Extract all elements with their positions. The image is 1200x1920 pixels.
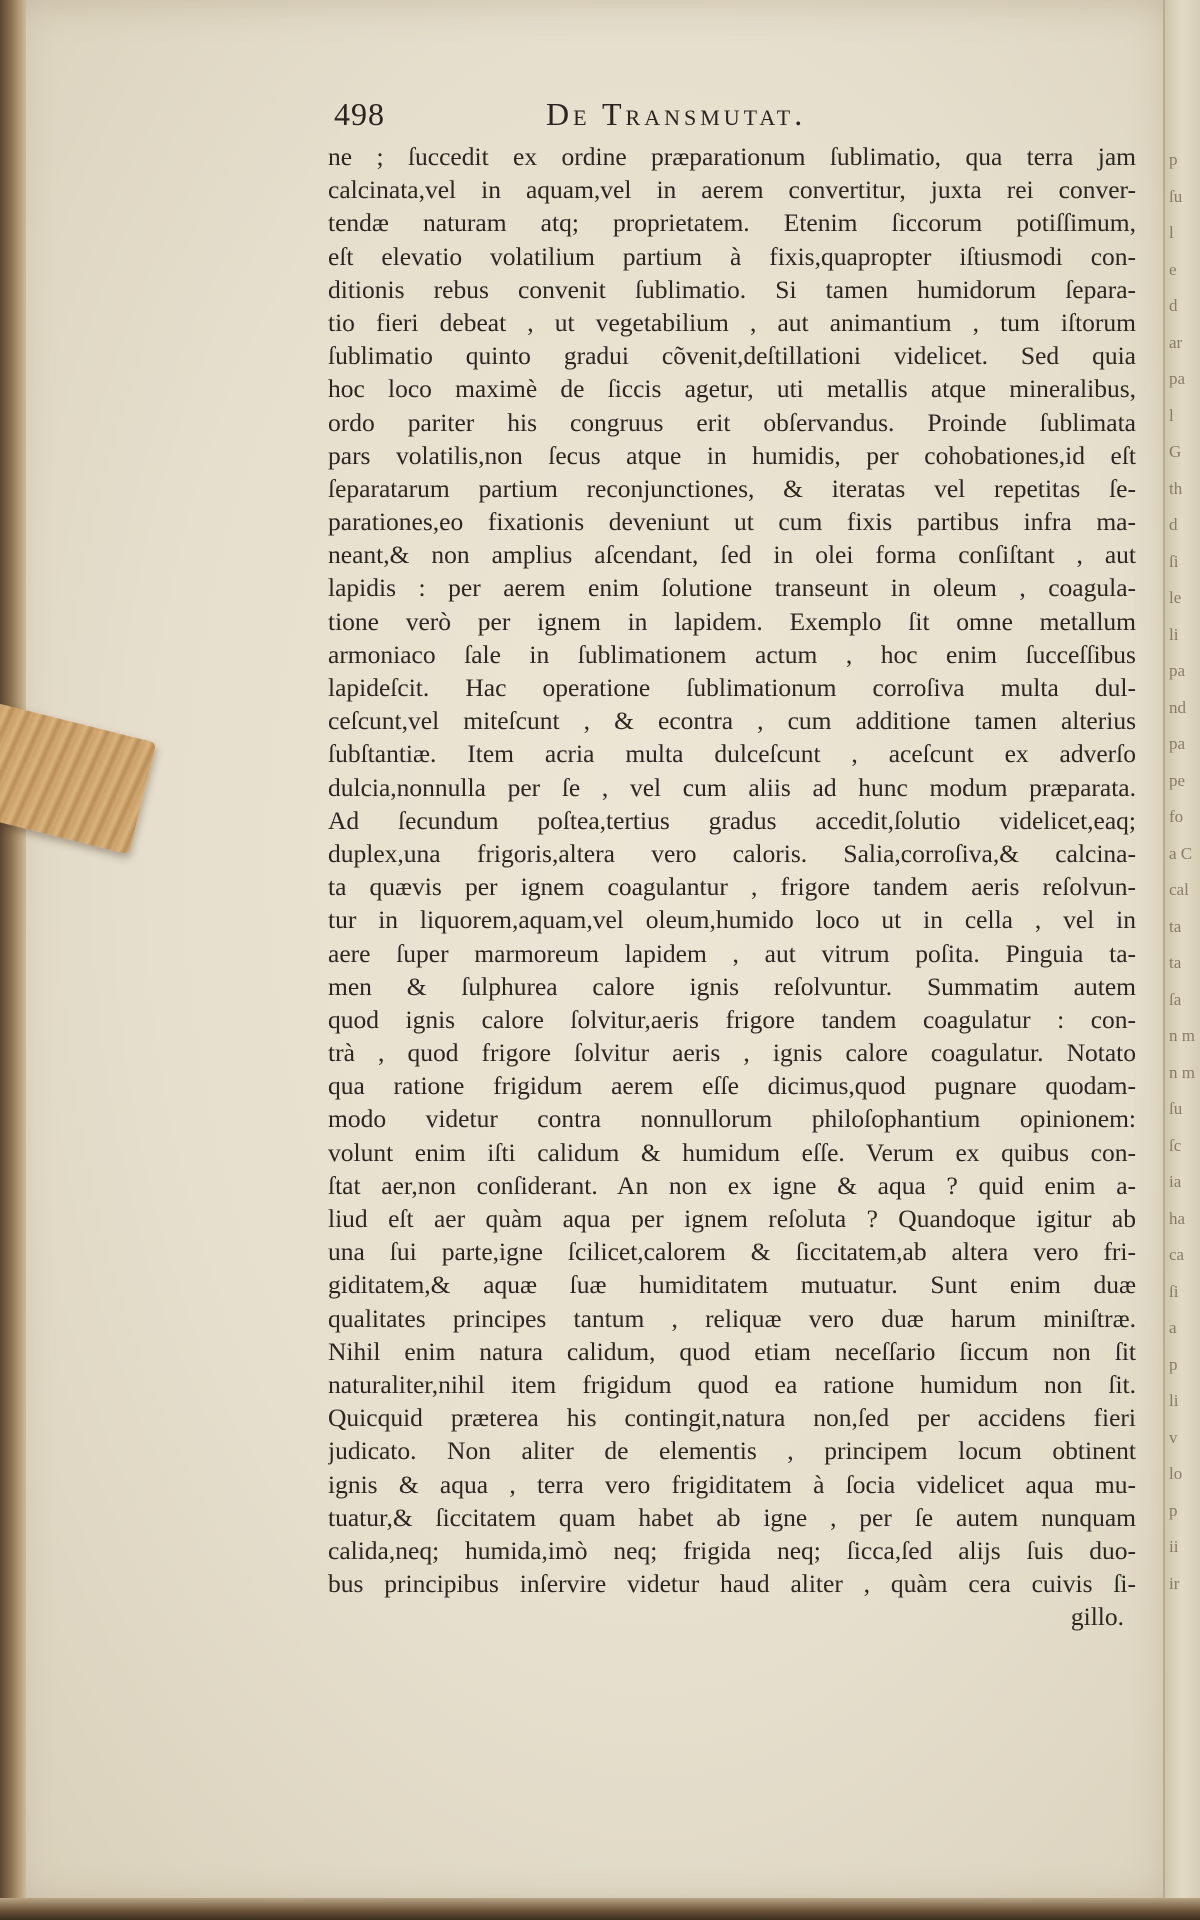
- book-page: [14, 0, 1170, 1905]
- text-line: neant,& non amplius aſcendant, ſed in olei forma conſiſtant , aut: [328, 540, 1136, 570]
- facing-page-fragment: ar: [1169, 332, 1183, 352]
- text-line: naturaliter,nihil item frigidum quod ea ratione humidum non ſit.: [328, 1369, 1136, 1399]
- facing-page-fragment: e: [1169, 259, 1177, 279]
- facing-page-fragment: ta: [1169, 916, 1182, 936]
- facing-page-fragment: li: [1169, 624, 1179, 644]
- facing-page-fragment: th: [1169, 478, 1183, 498]
- facing-page-fragment: p: [1169, 1500, 1178, 1520]
- running-head: De Transmutat.: [546, 96, 807, 132]
- text-line: lapidis : per aerem enim ſolutione transeunt in oleum , coagula-: [328, 573, 1136, 603]
- text-line: qua ratione frigidum aerem eſſe dicimus,quod pugnare quodam-: [328, 1071, 1136, 1101]
- facing-page-fragment: G: [1169, 442, 1182, 461]
- text-line: calida,neq; humida,imò neq; frigida neq; ſicca,ſed alijs ſuis duo-: [328, 1535, 1136, 1565]
- facing-page-fragment: ſu: [1169, 186, 1183, 206]
- facing-page-fragment: ſu: [1169, 1099, 1183, 1118]
- text-line: Quicquid præterea his contingit,natura non,ſed per accidens fieri: [328, 1403, 1136, 1433]
- page-number: 498: [334, 96, 385, 132]
- text-line: volunt enim iſti calidum & humidum eſſe. Verum ex quibus con-: [328, 1137, 1136, 1167]
- facing-page-fragment: nd: [1169, 697, 1186, 717]
- facing-page-fragment: li: [1169, 1391, 1179, 1410]
- facing-page-fragment: pe: [1169, 770, 1186, 790]
- facing-page-fragment: ir: [1169, 1573, 1180, 1593]
- facing-page-fragment: lo: [1169, 1464, 1183, 1483]
- text-line: calcinata,vel in aquam,vel in aerem convertitur, juxta rei conver-: [328, 175, 1136, 205]
- text-line: una ſui parte,igne ſcilicet,calorem & ſiccitatem,ab altera vero fri-: [328, 1237, 1136, 1267]
- text-line: lapideſcit. Hac operatione ſublimationum corroſiva multa dul-: [328, 673, 1136, 702]
- facing-page-fragment: ta: [1169, 953, 1182, 972]
- text-line: aere ſuper marmoreum lapidem , aut vitrum poſita. Pinguia ta-: [328, 938, 1136, 968]
- text-line: tio fieri debeat , ut vegetabilium , aut animantium , tum iſtorum: [328, 307, 1136, 337]
- facing-page-fragment: ſa: [1169, 989, 1182, 1009]
- facing-page-fragment: ii: [1169, 1537, 1179, 1556]
- text-line: trà , quod frigore ſolvitur aeris , ignis calore coagulatur. Notato: [328, 1038, 1136, 1068]
- facing-page-fragment: pa: [1169, 661, 1186, 680]
- text-line: parationes,eo fixationis deveniunt ut cum fixis partibus infra ma-: [328, 507, 1136, 537]
- text-line: ſtat aer,non conſiderant. An non ex igne & aqua ? quid enim a-: [328, 1170, 1136, 1200]
- text-line: Nihil enim natura calidum, quod etiam neceſſario ſiccum non ſit: [328, 1336, 1136, 1366]
- page-bottom-edge: [0, 1898, 1200, 1920]
- text-line: duplex,una frigoris,altera vero caloris. Salia,corroſiva,& calcina-: [328, 838, 1136, 868]
- facing-page-fragment: d: [1169, 296, 1178, 315]
- text-line: bus principibus inſervire videtur haud aliter , quàm cera cuivis ſi-: [328, 1569, 1136, 1599]
- body-text: [328, 140, 1136, 1633]
- text-line: pars volatilis,non ſecus atque in humidis, per cohobationes,id eſt: [328, 440, 1136, 470]
- facing-page-fragment: ſc: [1169, 1135, 1182, 1155]
- text-line: men & ſulphurea calore ignis reſolvuntur. Summatim autem: [328, 971, 1136, 1001]
- facing-page-fragment: ia: [1169, 1172, 1182, 1191]
- text-line: ta quævis per ignem coagulantur , frigore tandem aeris reſolvun-: [328, 872, 1136, 902]
- facing-page-fragment: n m: [1169, 1026, 1195, 1045]
- text-line: hoc loco maximè de ſiccis agetur, uti metallis atque mineralibus,: [328, 374, 1136, 404]
- text-line: tuatur,& ſiccitatem quam habet ab igne , per ſe autem nunquam: [328, 1502, 1136, 1532]
- text-line: ſubſtantiæ. Item acria multa dulceſcunt , aceſcunt ex adverſo: [328, 739, 1136, 769]
- text-line: judicato. Non aliter de elementis , principem locum obtinent: [328, 1436, 1136, 1466]
- facing-page-fragment: p: [1169, 1354, 1178, 1374]
- text-line: tione verò per ignem in lapidem. Exemplo ſit omne metallum: [328, 606, 1136, 636]
- text-line: liud eſt aer quàm aqua per ignem reſoluta ? Quandoque igitur ab: [328, 1204, 1136, 1233]
- facing-page-fragment: ſi: [1169, 1281, 1179, 1301]
- text-line: ordo pariter his congruus erit obſervandus. Proinde ſublimata: [328, 407, 1136, 437]
- facing-page-fragment: ha: [1169, 1208, 1186, 1228]
- facing-page-edge: [1163, 0, 1200, 1900]
- facing-page-fragment: a C: [1169, 843, 1193, 863]
- text-line: gillo.: [1070, 1602, 1124, 1632]
- text-line: eſt elevatio volatilium partium à fixis,quapropter iſtiusmodi con-: [328, 241, 1136, 271]
- facing-page-fragment: ca: [1169, 1245, 1185, 1264]
- facing-page-fragment: cal: [1169, 880, 1189, 899]
- text-line: ſublimatio quinto gradui cõvenit,deſtillationi videlicet. Sed quia: [328, 341, 1136, 371]
- text-line: tur in liquorem,aquam,vel oleum,humido loco ut in cella , vel in: [328, 905, 1136, 935]
- text-line: quod ignis calore ſolvitur,aeris frigore tandem coagulatur : con-: [328, 1004, 1136, 1034]
- text-line: giditatem,& aquæ ſuæ humiditatem mutuatur. Sunt enim duæ: [328, 1270, 1136, 1300]
- facing-page-fragment: a: [1169, 1318, 1177, 1337]
- facing-page-fragment: l: [1169, 223, 1174, 242]
- text-line: tendæ naturam atq; proprietatem. Etenim ſiccorum potiſſimum,: [328, 208, 1136, 238]
- text-line: ceſcunt,vel miteſcunt , & econtra , cum additione tamen alterius: [328, 706, 1136, 736]
- facing-page-fragment: p: [1169, 150, 1178, 169]
- facing-page-fragment: v: [1169, 1427, 1178, 1447]
- text-line: ſeparatarum partium reconjunctiones, & iteratas vel repetitas ſe-: [328, 473, 1136, 503]
- text-line: ditionis rebus convenit ſublimatio. Si tamen humidorum ſepara-: [328, 274, 1136, 304]
- book-binding-edge: [0, 0, 26, 1920]
- facing-page-fragment: le: [1169, 588, 1182, 607]
- text-line: armoniaco ſale in ſublimationem actum , hoc enim ſucceſſibus: [328, 639, 1136, 669]
- text-line: ne ; ſuccedit ex ordine præparationum ſublimatio, qua terra jam: [328, 142, 1136, 171]
- text-line: qualitates principes tantum , reliquæ vero duæ harum miniſtræ.: [328, 1303, 1136, 1333]
- facing-page-fragment: pa: [1169, 369, 1186, 388]
- facing-page-fragment: pa: [1169, 734, 1186, 753]
- text-line: ignis & aqua , terra vero frigiditatem à ſocia videlicet aqua mu-: [328, 1469, 1136, 1499]
- text-line: Ad ſecundum poſtea,tertius gradus accedit,ſolutio videlicet,eaq;: [328, 805, 1136, 835]
- facing-page-fragment: l: [1169, 405, 1174, 425]
- facing-page-fragment: d: [1169, 515, 1178, 534]
- facing-page-fragment: fo: [1169, 807, 1184, 826]
- facing-page-fragment: ſi: [1169, 551, 1179, 571]
- page-header: [334, 92, 1124, 138]
- text-line: modo videtur contra nonnullorum philoſophantium opinionem:: [328, 1104, 1136, 1134]
- text-line: dulcia,nonnulla per ſe , vel cum aliis ad hunc modum præparata.: [328, 772, 1136, 802]
- facing-page-fragment: n m: [1169, 1062, 1195, 1082]
